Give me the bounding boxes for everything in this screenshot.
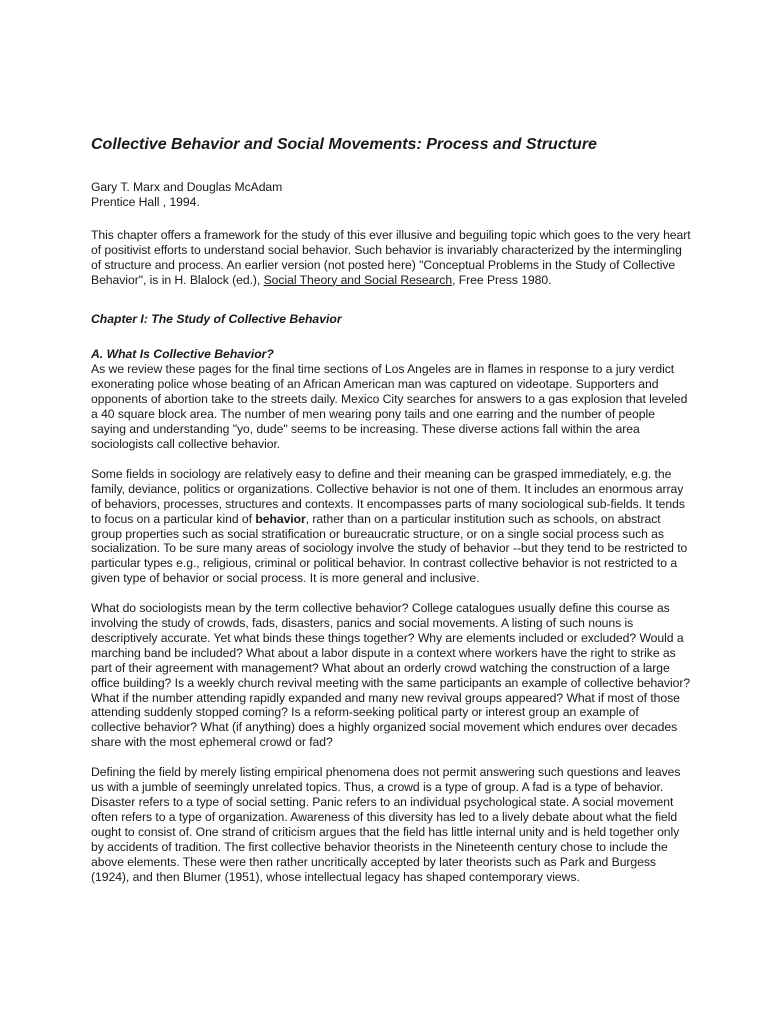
section-a-heading: A. What Is Collective Behavior? (91, 347, 274, 362)
publisher-line: Prentice Hall , 1994. (91, 194, 200, 209)
paragraph-2-text-b: , rather than on a particular institution such as schools, on abstract group properties such as social stratification or bureaucratic structure, or on a single social process such as socialization. To be sure many areas of sociology involve the study of behavior --but they tend to be restricted to particular types e.g., religious, criminal or political behavior. In contrast collective behavior is not restricted to a given type of behavior or social process. It is more general and inclusive. (91, 511, 688, 586)
intro-text-2: , Free Press 1980. (452, 272, 552, 287)
paragraph-1: As we review these pages for the final time sections of Los Angeles are in flames in response to a jury verdict exonerating police whose beating of an African American man was captured on videotape. Supporters and opponents of abortion take to the streets daily. Mexico City searches for answers to a gas explosion that leveled a 40 square block area. The number of men wearing pony tails and one earring and the number of people saying and understanding "yo, dude" seems to be increasing. These diverse actions fall within the area sociologists call collective behavior. (91, 362, 688, 451)
paragraph-2-text-a: Some fields in sociology are relatively easy to define and their meaning can be grasped immediately, e.g. the family, deviance, politics or organizations. Collective behavior is not one of them. It includes an enormous array of behaviors, processes, structures and contexts. It encompasses parts of many sociological sub-fields. It tends to focus on a particular kind of (91, 466, 685, 526)
paragraph-4: Defining the field by merely listing empirical phenomena does not permit answering such questions and leaves us with a jumble of seemingly unrelated topics. Thus, a crowd is a type of group. A fad is a type of behavior. Disaster refers to a type of social setting. Panic refers to an individual psychological state. A social movement often refers to a type of organization. Awareness of this diversity has led to a lively debate about what the field ought to consist of. One strand of criticism argues that the field has little internal unity and is held together only by accidents of tradition. The first collective behavior theorists in the Nineteenth century chose to include the above elements. These were then rather uncritically accepted by later theorists such as Park and Burgess (1924), and then Blumer (1951), whose intellectual legacy has shaped contemporary views. (91, 765, 681, 884)
author-names: Gary T. Marx and Douglas McAdam (91, 180, 283, 194)
behavior-emphasis: behavior (255, 511, 306, 526)
chapter-heading: Chapter I: The Study of Collective Behavior (91, 312, 342, 327)
book-title-link[interactable]: Social Theory and Social Research (263, 272, 453, 287)
intro-text-1: This chapter offers a framework for the study of this ever illusive and beguiling topic which goes to the very heart of positivist efforts to understand social behavior. Such behavior is invariably characterized by the intermingling of structure and process. An earlier version (not posted here) "Conceptual Problems in the Study of Collective Behavior", is in H. Blalock (ed.), (91, 227, 691, 287)
author-block (91, 180, 691, 210)
intro-paragraph (91, 228, 691, 288)
paragraph-2 (91, 467, 691, 586)
paragraph-3: What do sociologists mean by the term collective behavior? College catalogues usually define this course as involving the study of crowds, fads, disasters, panics and social movements. A listing of such nouns is descriptively accurate. Yet what binds these things together? Why are elements included or excluded? Would a marching band be included? What about a labor dispute in a context where workers have the right to strike as part of their agreement with management? What about an orderly crowd watching the construction of a large office building? Is a weekly church revival meeting with the same participants an example of collective behavior? What if the number attending rapidly expanded and many new revival groups appeared? What if most of those attending suddenly stopped coming? Is a reform-seeking political party or interest group an example of collective behavior? What (if anything) does a highly organized social movement which endures over decades share with the most ephemeral crowd or fad? (91, 601, 691, 750)
document-title: Collective Behavior and Social Movements: Process and Structure (91, 136, 597, 153)
document-page (91, 134, 691, 884)
